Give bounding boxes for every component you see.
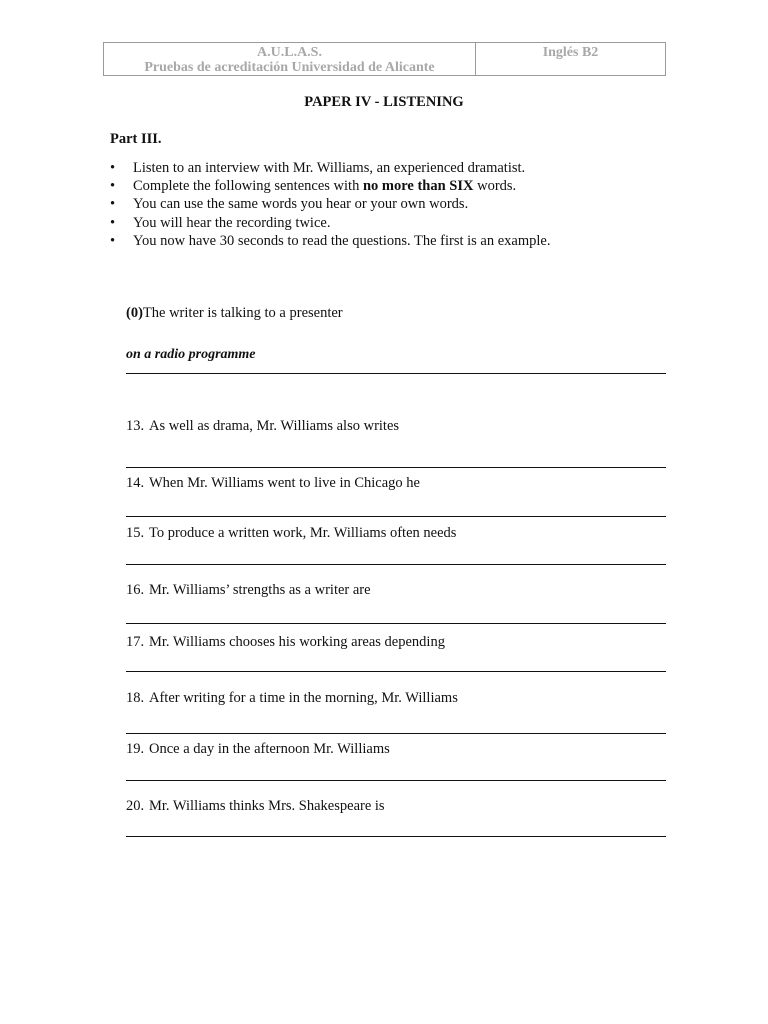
header-institution-name: A.U.L.A.S. bbox=[257, 45, 322, 60]
instruction-item bbox=[110, 177, 550, 195]
example-answer-line bbox=[126, 373, 666, 374]
question-number: 18. bbox=[126, 690, 145, 706]
example-answer: on a radio programme bbox=[126, 347, 256, 362]
answer-line-15[interactable] bbox=[126, 564, 666, 565]
example-question-text: The writer is talking to a presenter bbox=[142, 305, 343, 321]
header-institution-cell bbox=[104, 43, 476, 75]
question-number: 20. bbox=[126, 798, 145, 814]
answer-line-13[interactable] bbox=[126, 467, 666, 468]
question-number: 19. bbox=[126, 741, 145, 757]
answer-line-19[interactable] bbox=[126, 780, 666, 781]
question-text: Once a day in the afternoon Mr. Williams bbox=[149, 741, 390, 757]
question-16 bbox=[126, 582, 371, 599]
instruction-text: words. bbox=[473, 178, 517, 195]
question-18 bbox=[126, 690, 458, 707]
bullet-icon: • bbox=[110, 214, 116, 231]
instruction-text: You now have 30 seconds to read the questions. The first is an example. bbox=[133, 232, 551, 249]
instruction-item bbox=[110, 195, 550, 213]
question-number: 17. bbox=[126, 634, 145, 650]
instruction-text: Complete the following sentences with bbox=[133, 178, 363, 195]
bullet-icon: • bbox=[110, 232, 116, 249]
question-text: After writing for a time in the morning, Mr. Williams bbox=[149, 690, 458, 706]
part-title: Part III. bbox=[110, 131, 162, 147]
header-table bbox=[103, 42, 666, 76]
answer-line-16[interactable] bbox=[126, 623, 666, 624]
question-text: Mr. Williams thinks Mrs. Shakespeare is bbox=[149, 798, 385, 814]
instruction-text: You will hear the recording twice. bbox=[133, 214, 331, 231]
answer-line-20[interactable] bbox=[126, 836, 666, 837]
question-number: 14. bbox=[126, 475, 145, 491]
answer-line-17[interactable] bbox=[126, 671, 666, 672]
bullet-icon: • bbox=[110, 160, 116, 176]
bullet-icon: • bbox=[110, 196, 116, 213]
example-number: (0) bbox=[126, 305, 143, 321]
header-level-cell bbox=[476, 43, 665, 75]
paper-title: PAPER IV - LISTENING bbox=[304, 94, 464, 110]
instruction-text: Listen to an interview with Mr. Williams, an experienced dramatist. bbox=[133, 160, 526, 176]
question-19 bbox=[126, 741, 390, 758]
header-level: Inglés B2 bbox=[542, 45, 599, 60]
question-text: As well as drama, Mr. Williams also writes bbox=[149, 418, 400, 434]
question-text: Mr. Williams chooses his working areas depending bbox=[149, 634, 445, 650]
question-text: To produce a written work, Mr. Williams often needs bbox=[149, 525, 457, 541]
question-text: When Mr. Williams went to live in Chicago he bbox=[149, 475, 420, 491]
example-question bbox=[126, 305, 343, 322]
question-14 bbox=[126, 475, 420, 492]
answer-line-14[interactable] bbox=[126, 516, 666, 517]
question-13 bbox=[126, 418, 399, 435]
bullet-icon: • bbox=[110, 178, 116, 195]
question-17 bbox=[126, 634, 445, 651]
instruction-item bbox=[110, 214, 550, 232]
question-number: 16. bbox=[126, 582, 145, 598]
question-text: Mr. Williams’ strengths as a writer are bbox=[149, 582, 371, 598]
header-institution-subtitle: Pruebas de acreditación Universidad de Alicante bbox=[144, 60, 435, 75]
question-20 bbox=[126, 798, 385, 815]
question-number: 15. bbox=[126, 525, 145, 541]
instruction-item bbox=[110, 159, 550, 177]
question-15 bbox=[126, 525, 456, 542]
instruction-item bbox=[110, 232, 550, 250]
instruction-text: You can use the same words you hear or your own words. bbox=[133, 196, 469, 213]
instruction-emphasis: no more than SIX bbox=[362, 178, 474, 195]
question-number: 13. bbox=[126, 418, 145, 434]
instructions-list bbox=[110, 159, 550, 250]
answer-line-18[interactable] bbox=[126, 733, 666, 734]
